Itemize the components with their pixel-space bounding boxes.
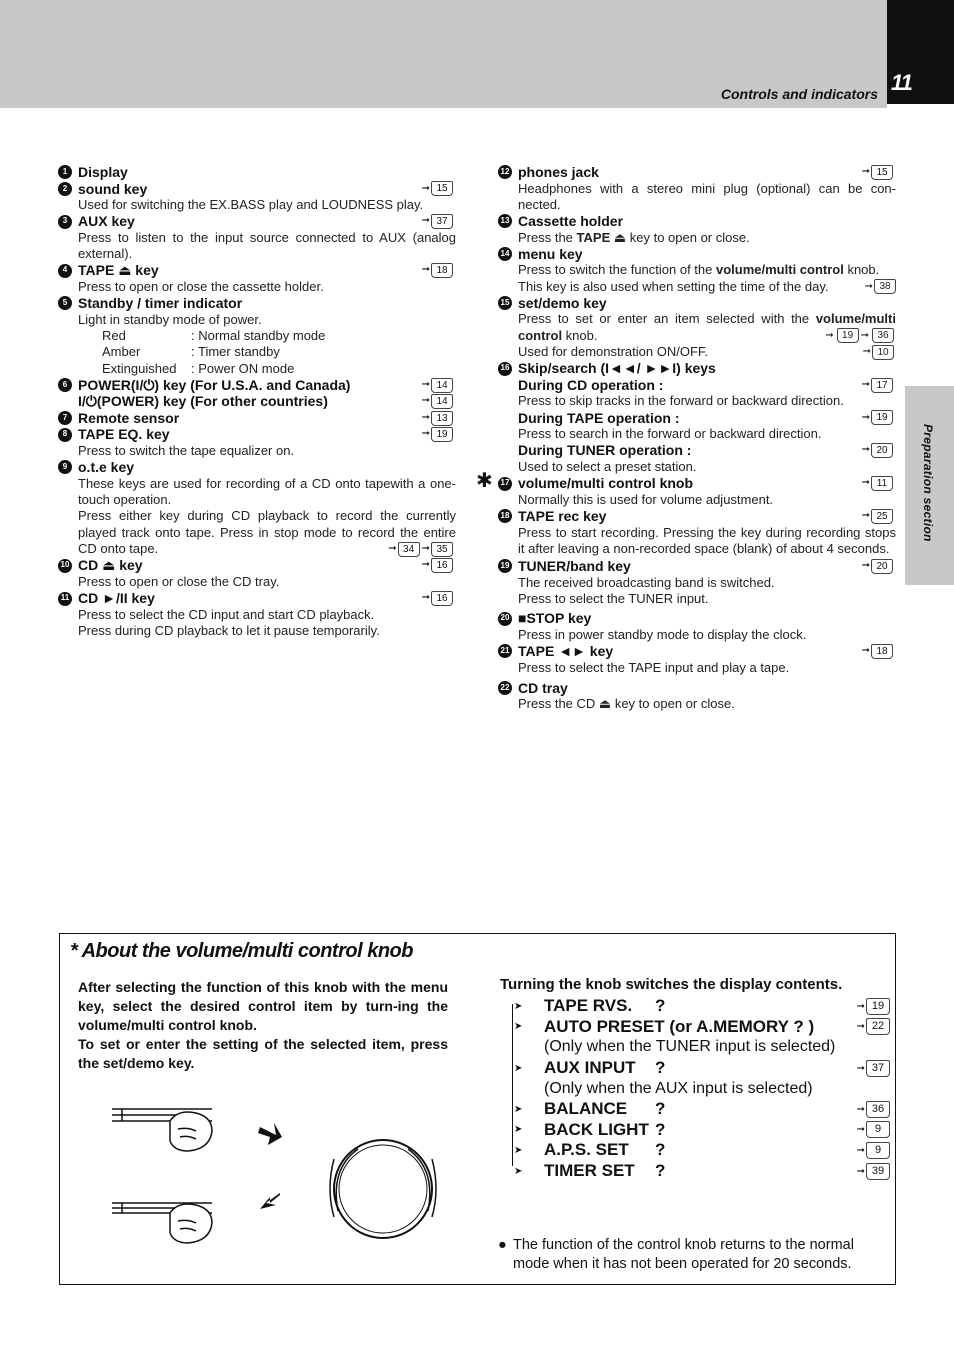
item-title: Cassette holder — [518, 213, 624, 230]
item-title: CD ⏏ key — [78, 557, 143, 574]
knob-list-note: (Only when the TUNER input is selected) — [544, 1038, 836, 1056]
item-title: volume/multi control knob — [518, 475, 694, 492]
arrow-in-icon: ➤ — [514, 1165, 523, 1177]
item-desc: Press to switch the tape equalizer on. — [78, 442, 295, 458]
item-menu-key — [498, 246, 896, 295]
book-icon: 14 — [431, 378, 453, 393]
button-release-icon — [112, 1203, 212, 1243]
sub-title: During TAPE operation : ➞ 19 — [498, 410, 896, 427]
item-desc: Press to listen to the input source connected to AUX (analog external). — [78, 229, 456, 262]
asterisk-icon: ✱ — [476, 470, 493, 493]
item-number: 2 — [58, 182, 72, 196]
item-desc: Press to start recording. Pressing the key during recording stops it after leaving a non-recorded space (blank) of about 4 seconds. — [518, 524, 896, 556]
arrow-icon: ➞ — [421, 411, 430, 423]
section-title: Controls and indicators — [720, 86, 878, 102]
right-column — [476, 164, 896, 713]
left-item — [58, 377, 456, 394]
item-cassette-holder — [498, 213, 896, 246]
volume-knob-icon — [330, 1140, 436, 1238]
item-desc: Headphones with a stereo mini plug (optional) can be con-nected. — [518, 180, 896, 212]
item-phones-jack — [498, 164, 896, 213]
knob-list-item: ➤ A.P.S. SET ? ➞ 9 — [500, 1140, 890, 1161]
arrow-in-icon: ➤ — [514, 1000, 523, 1012]
left-item — [58, 213, 456, 262]
arrow-icon: ➞ — [856, 1000, 865, 1012]
item-number: 5 — [58, 296, 72, 310]
knob-intro: After selecting the function of this knob with the menu key, select the desired control item by turn-ing the volume/multi control knob. To set or enter the setting of the selected item, press the set/demo key. — [78, 979, 448, 1071]
book-icon: 18 — [431, 263, 453, 278]
item-cd-tray — [498, 680, 896, 713]
item-title: phones jack — [518, 164, 599, 180]
item-desc: Press to open or close the CD tray. — [78, 573, 280, 589]
book-icon: 13 — [431, 411, 453, 426]
item-title: AUX key — [78, 213, 135, 230]
item-number: 4 — [58, 264, 72, 278]
arrow-icon: ➞ — [856, 1021, 865, 1033]
arrow-icon: ➞ — [861, 378, 870, 390]
left-item — [58, 164, 456, 181]
left-item — [58, 393, 456, 410]
book-icon: 25 — [871, 509, 893, 524]
book-icon: 19 — [871, 410, 893, 425]
indicator-row: Extinguished : Power ON mode — [102, 360, 295, 376]
item-set-demo-key — [498, 295, 896, 360]
item-number: 10 — [58, 559, 72, 573]
item-desc: Used to select a preset station. — [518, 458, 697, 474]
sub-title: During TUNER operation : ➞ 20 — [498, 442, 896, 459]
item-desc: Used for demonstration ON/OFF. ➞ 10 — [498, 344, 896, 360]
item-title: I/⏻(POWER) key (For other countries) — [78, 393, 328, 410]
item-desc: Press to select the CD input and start CD playback. — [78, 606, 375, 622]
left-item — [58, 295, 456, 377]
item-desc: Press to select the TAPE input and play a tape. — [518, 659, 790, 675]
arrow-icon: ➞ — [421, 215, 430, 227]
left-item — [58, 590, 456, 639]
knob-box-title: * About the volume/multi control knob — [70, 940, 413, 962]
arrow-icon: ➞ — [861, 477, 870, 489]
item-number: 14 — [498, 247, 512, 261]
book-icon: 14 — [431, 394, 453, 409]
book-icon: 20 — [871, 559, 893, 574]
book-icon: 36 — [872, 328, 894, 343]
item-number: 22 — [498, 681, 512, 695]
arrow-icon: ➞ — [825, 329, 834, 341]
item-title: Standby / timer indicator — [78, 295, 243, 312]
left-item — [58, 459, 456, 557]
arrow-icon: ➞ — [861, 166, 870, 177]
item-title: menu key — [518, 245, 583, 262]
item-stop-key — [498, 610, 896, 643]
item-tuner-band-key — [498, 558, 896, 607]
arrow-left-icon — [260, 1193, 280, 1209]
knob-list-note: (Only when the AUX input is selected) — [544, 1079, 813, 1097]
bullet-icon: ● — [498, 1237, 507, 1253]
book-icon: 39 — [866, 1163, 890, 1180]
book-icon: 19 — [866, 998, 890, 1015]
item-desc: Press either key during CD playback to record the currently played track onto tape. Press in stop mode to record the entire CD onto tape. — [78, 508, 456, 556]
knob-list-item: ➤ TAPE RVS. ? ➞ 19 — [500, 996, 890, 1017]
book-icon: 17 — [871, 378, 893, 393]
item-desc: Press to open or close the cassette holder. — [78, 278, 324, 294]
knob-list-item: ➤ BACK LIGHT ? ➞ 9 — [500, 1120, 890, 1141]
item-desc: Normally this is used for volume adjustment. — [518, 491, 774, 507]
arrow-icon: ➞ — [421, 543, 430, 555]
book-icon: 37 — [431, 214, 453, 229]
left-item — [58, 410, 456, 427]
item-title: Display — [78, 164, 128, 180]
side-tab — [905, 386, 954, 585]
item-title: Remote sensor — [78, 409, 180, 426]
left-item — [58, 557, 456, 590]
book-icon: 16 — [431, 591, 453, 606]
page-number: 11 — [887, 0, 954, 104]
book-icon: 18 — [871, 644, 893, 659]
knob-list-title: Turning the knob switches the display contents. — [500, 976, 843, 993]
book-icon: 37 — [866, 1060, 890, 1077]
knob-list-item: ➤ TIMER SET ? ➞ 39 — [500, 1161, 890, 1182]
arrow-icon: ➞ — [864, 280, 873, 292]
book-icon: 9 — [866, 1121, 890, 1138]
arrow-in-icon: ➤ — [514, 1103, 523, 1115]
item-number: 3 — [58, 215, 72, 229]
item-desc: Press the TAPE ⏏ key to open or close. — [518, 229, 750, 245]
book-icon: 38 — [874, 279, 896, 294]
item-title: TAPE ⏏ key — [78, 262, 159, 279]
arrow-in-icon: ➤ — [514, 1124, 523, 1136]
knob-list — [500, 996, 890, 1181]
left-column — [58, 164, 456, 639]
arrow-icon: ➞ — [861, 645, 870, 657]
item-title: POWER(I/⏻) key (For U.S.A. and Canada) — [78, 376, 351, 393]
arrow-in-icon: ➤ — [514, 1144, 523, 1156]
arrow-icon: ➞ — [856, 1103, 865, 1115]
item-desc: Press to switch the function of the volume/multi control knob. — [518, 262, 880, 278]
arrow-icon: ➞ — [861, 411, 870, 423]
knob-illustration — [108, 1099, 478, 1269]
item-desc: Used for switching the EX.BASS play and LOUDNESS play. — [78, 197, 424, 212]
book-icon: 35 — [431, 542, 453, 557]
arrow-icon: ➞ — [862, 346, 871, 358]
item-volume-knob — [476, 470, 896, 508]
arrow-right-icon — [258, 1123, 282, 1145]
book-icon: 11 — [871, 476, 893, 491]
book-icon: 10 — [872, 345, 894, 360]
item-title: o.t.e key — [78, 459, 135, 476]
book-icon: 34 — [398, 542, 420, 557]
item-tape-rec-key — [498, 508, 896, 557]
item-number: 15 — [498, 296, 512, 310]
knob-list-item: ➤ AUTO PRESET (or A.MEMORY ? ) ➞ 22 — [500, 1017, 890, 1038]
item-number: 13 — [498, 214, 512, 228]
item-number: 19 — [498, 559, 512, 573]
arrow-in-icon: ➤ — [514, 1062, 523, 1074]
item-number: 11 — [58, 592, 72, 606]
item-desc: Press in power standby mode to display the clock. — [518, 626, 807, 642]
item-title: CD tray — [518, 679, 568, 696]
book-icon: 20 — [871, 443, 893, 458]
arrow-icon: ➞ — [421, 592, 430, 604]
item-number: 20 — [498, 612, 512, 626]
arrow-icon: ➞ — [861, 444, 870, 456]
item-title: set/demo key — [518, 294, 607, 311]
item-desc: Press to skip tracks in the forward or backward direction. — [518, 393, 844, 409]
item-desc: Light in standby mode of power. — [78, 311, 262, 327]
book-icon: 9 — [866, 1142, 890, 1159]
indicator-row: Amber : Timer standby — [102, 344, 280, 360]
item-tape-play-key — [498, 643, 896, 676]
item-title: TAPE rec key — [518, 508, 607, 525]
item-title: ■STOP key — [518, 610, 592, 627]
item-skip-search-keys — [498, 360, 896, 475]
item-desc: Press to set or enter an item selected with the volume/multi control knob. ➞ 19 ➞ 36 — [518, 311, 896, 343]
left-item — [58, 181, 456, 214]
arrow-icon: ➞ — [421, 559, 430, 571]
item-desc: Press the CD ⏏ key to open or close. — [518, 696, 735, 712]
item-number: 7 — [58, 411, 72, 425]
item-desc: Press during CD playback to let it pause temporarily. — [78, 623, 380, 639]
arrow-icon: ➞ — [421, 428, 430, 440]
item-title: TUNER/band key — [518, 558, 631, 575]
arrow-icon: ➞ — [861, 560, 870, 572]
item-number: 1 — [58, 165, 72, 179]
book-icon: 19 — [431, 427, 453, 442]
indicator-row: Red : Normal standby mode — [102, 327, 326, 343]
item-title: CD ►/II key — [78, 590, 155, 607]
book-icon: 19 — [837, 328, 859, 343]
knob-list-item: ➤ BALANCE ? ➞ 36 — [500, 1099, 890, 1120]
button-press-icon — [112, 1109, 212, 1151]
item-number: 6 — [58, 378, 72, 392]
arrow-icon: ➞ — [856, 1124, 865, 1136]
item-desc: The received broadcasting band is switched. — [518, 574, 775, 590]
item-title: Skip/search (I◄◄/ ►►I) keys — [518, 360, 716, 377]
left-item — [58, 426, 456, 459]
arrow-in-icon: ➤ — [514, 1021, 523, 1033]
item-title: sound key — [78, 180, 148, 197]
item-desc: Press to select the TUNER input. — [518, 590, 709, 606]
side-tab-label: Preparation section — [921, 424, 935, 542]
arrow-icon: ➞ — [860, 329, 869, 341]
arrow-icon: ➞ — [856, 1165, 865, 1177]
sub-title: During CD operation : ➞ 17 — [498, 377, 896, 394]
item-number: 16 — [498, 362, 512, 376]
item-number: 9 — [58, 460, 72, 474]
arrow-icon: ➞ — [421, 264, 430, 276]
arrow-icon: ➞ — [856, 1144, 865, 1156]
item-number: 18 — [498, 509, 512, 523]
left-item — [58, 262, 456, 295]
item-number: 12 — [498, 165, 512, 179]
item-number: 8 — [58, 428, 72, 442]
knob-list-item: ➤ AUX INPUT ? ➞ 37 — [500, 1058, 890, 1079]
arrow-icon: ➞ — [421, 378, 430, 390]
item-title: TAPE ◄► key — [518, 643, 614, 660]
arrow-icon: ➞ — [861, 510, 870, 522]
book-icon: 16 — [431, 558, 453, 573]
arrow-icon: ➞ — [421, 395, 430, 407]
book-icon: 15 — [871, 165, 893, 180]
arrow-icon: ➞ — [388, 543, 397, 555]
item-title: TAPE EQ. key — [78, 426, 170, 443]
item-number: 21 — [498, 644, 512, 658]
knob-info-box — [59, 933, 896, 1285]
book-icon: 22 — [866, 1018, 890, 1035]
arrow-icon: ➞ — [856, 1062, 865, 1074]
item-desc: This key is also used when setting the time of the day. ➞ 38 — [498, 279, 896, 295]
knob-note: ● The function of the control knob returns to the normal mode when it has not been operated for 20 seconds. — [498, 1237, 854, 1272]
item-desc: Press to search in the forward or backward direction. — [518, 426, 822, 442]
item-number: 17 — [498, 477, 512, 491]
book-icon: 15 — [431, 181, 453, 196]
item-desc: These keys are used for recording of a CD onto tapewith a one-touch operation. — [78, 475, 456, 507]
arrow-icon: ➞ — [421, 182, 430, 194]
book-icon: 36 — [866, 1101, 890, 1118]
